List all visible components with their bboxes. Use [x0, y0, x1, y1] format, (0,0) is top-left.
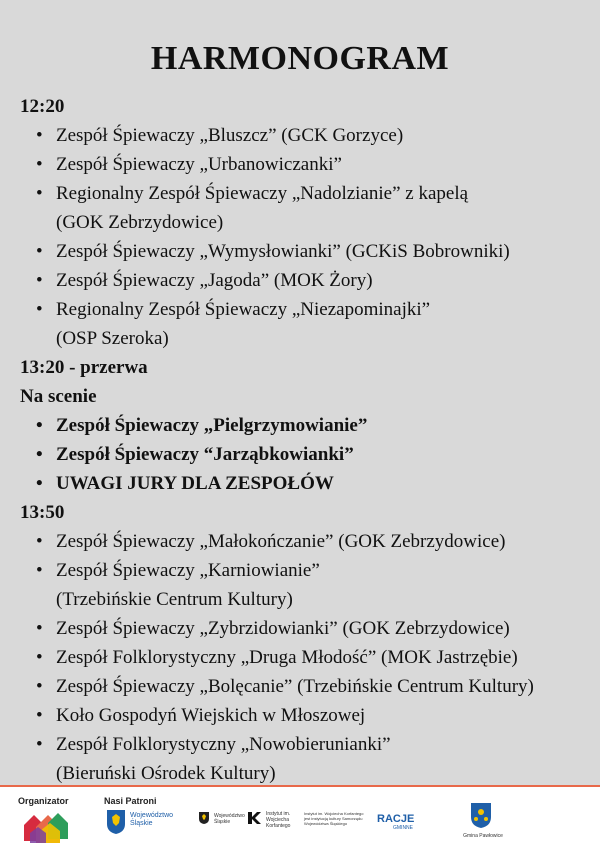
page-title: HARMONOGRAM	[150, 40, 450, 77]
list-item: • Zespół Folklorystyczny „Nowobierunianki” (Bieruński Ośrodek Kultury)	[20, 730, 590, 788]
woj-small-text: Województwo Śląskie	[214, 813, 245, 825]
list-item: • Zespół Folklorystyczny „Druga Młodość” (MOK Jastrzębie)	[20, 643, 590, 672]
list-item: • Zespół Śpiewaczy „Pielgrzymowianie”	[20, 411, 590, 440]
list-item: • Zespół Śpiewaczy „Urbanowiczanki”	[20, 150, 590, 179]
korfanty-name: Instytut im. Wojciecha Korfantego	[266, 811, 291, 829]
list-item: • Zespół Śpiewaczy „Karniowianie” (Trzebińskie Centrum Kultury)	[20, 556, 590, 614]
patrons-label: Nasi Patroni	[104, 796, 157, 806]
sponsors-footer	[0, 785, 600, 849]
section-time: 12:20	[20, 96, 65, 117]
list-item: • Regionalny Zespół Śpiewaczy „Nadolzianie” z kapelą (GOK Zebrzydowice)	[20, 179, 590, 237]
racje-sub: GMINNE	[393, 825, 413, 831]
organizer-label: Organizator	[18, 796, 69, 806]
list-item: • Zespół Śpiewaczy „Jagoda” (MOK Żory)	[20, 266, 590, 295]
silesia-name: Województwo Śląskie	[130, 812, 174, 827]
section-time: 13:20 - przerwa	[20, 357, 148, 378]
list-item: • Zespół Śpiewaczy „Bluszcz” (GCK Gorzyce)	[20, 121, 590, 150]
list-item: • Zespół Śpiewaczy „Wymysłowianki” (GCKiS Bobrowniki)	[20, 237, 590, 266]
section-list	[20, 527, 590, 788]
list-item: • Zespół Śpiewaczy „Zybrzidowianki” (GOK Zebrzydowice)	[20, 614, 590, 643]
eagle-crest-icon	[198, 811, 210, 825]
list-item: • Koło Gospodyń Wiejskich w Młoszowej	[20, 701, 590, 730]
pawlowice-name: Gmina Pawłowice	[463, 833, 503, 839]
korfanty-desc: Instytut im. Wojciecha Korfantego jest instytucją kultury Samorządu Województwa Śląskiego	[304, 811, 364, 826]
list-item: • Regionalny Zespół Śpiewaczy „Niezapominajki” (OSP Szeroka)	[20, 295, 590, 353]
section-subhead: Na scenie	[20, 386, 97, 407]
silesia-crest-icon	[106, 809, 126, 835]
korfanty-k-icon	[246, 810, 262, 826]
section-list	[20, 411, 590, 498]
list-item: • Zespół Śpiewaczy “Jarząbkowianki”	[20, 440, 590, 469]
list-item: • Zespół Śpiewaczy „Małokończanie” (GOK Zebrzydowice)	[20, 527, 590, 556]
section-time: 13:50	[20, 502, 65, 523]
list-item: • Zespół Śpiewaczy „Bolęcanie” (Trzebińskie Centrum Kultury)	[20, 672, 590, 701]
list-item: • UWAGI JURY DLA ZESPOŁÓW	[20, 469, 590, 498]
racje-logo: RACJE	[377, 813, 415, 825]
schedule	[20, 92, 590, 788]
pawlowice-crest-icon	[470, 802, 492, 829]
organizer-logo-icon	[22, 809, 70, 845]
section-list	[20, 121, 590, 353]
